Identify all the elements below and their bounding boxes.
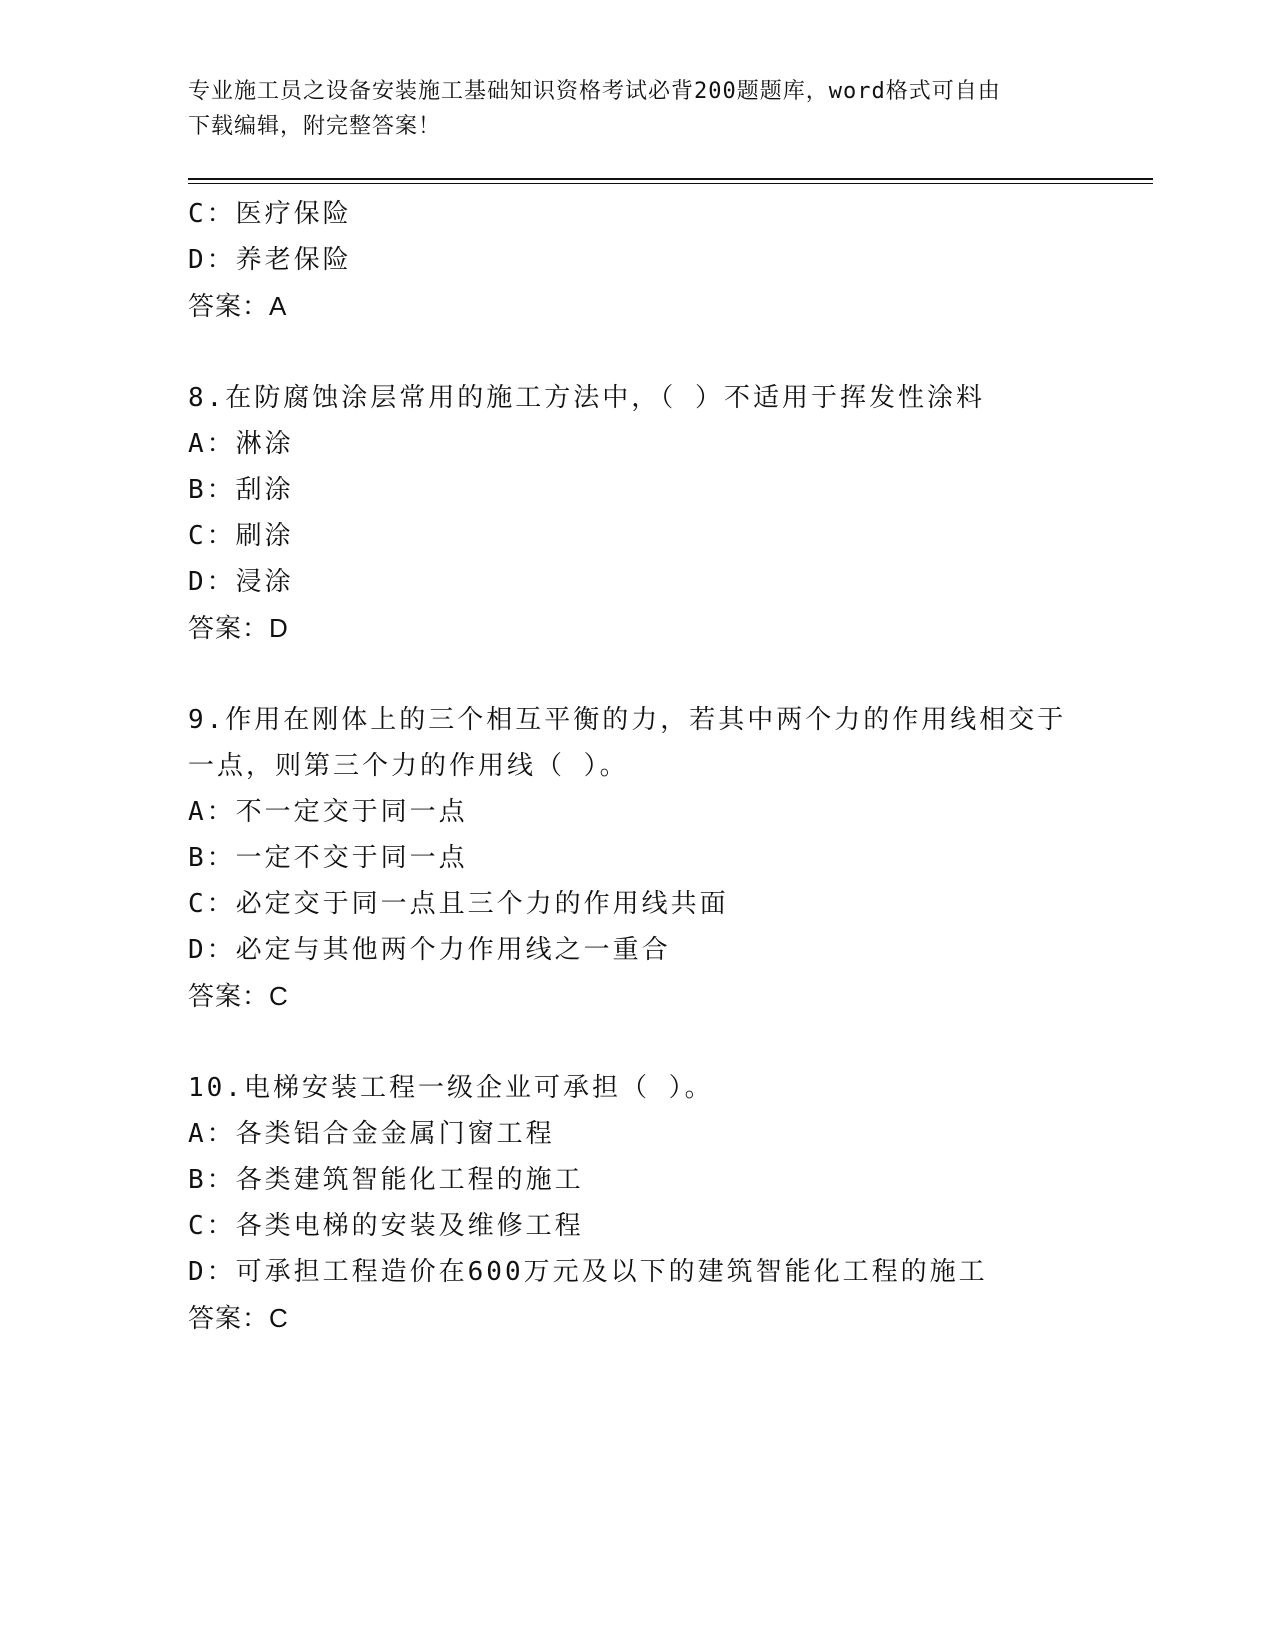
question-10 (188, 1065, 1088, 1341)
document-header (188, 74, 1078, 144)
option-b: B：一定不交于同一点 (188, 843, 468, 873)
question-8 (188, 375, 1088, 651)
header-line-1: 专业施工员之设备安装施工基础知识资格考试必背200题题库，word格式可自由 (188, 79, 1001, 104)
option-d: D：养老保险 (188, 245, 352, 275)
header-divider-bottom (188, 183, 1153, 184)
option-a: A：各类铝合金金属门窗工程 (188, 1119, 555, 1149)
spacer (188, 329, 1088, 375)
answer-line: 答案：A (188, 291, 288, 321)
spacer (188, 1019, 1088, 1065)
answer-line: 答案：C (188, 981, 289, 1011)
option-b: B：各类建筑智能化工程的施工 (188, 1165, 584, 1195)
option-c: C：刷涂 (188, 521, 294, 551)
question-stem-continued: 一点，则第三个力的作用线（ ）。 (188, 751, 629, 781)
previous-question-tail (188, 191, 1088, 329)
question-stem: 9.作用在刚体上的三个相互平衡的力，若其中两个力的作用线相交于 (188, 705, 1067, 735)
question-stem: 8.在防腐蚀涂层常用的施工方法中，（ ）不适用于挥发性涂料 (188, 383, 985, 413)
option-a: A：不一定交于同一点 (188, 797, 468, 827)
answer-line: 答案：C (188, 1303, 289, 1333)
answer-line: 答案：D (188, 613, 289, 643)
question-stem: 10.电梯安装工程一级企业可承担（ ）。 (188, 1073, 714, 1103)
header-line-2: 下载编辑，附完整答案！ (188, 114, 442, 139)
option-d: D：可承担工程造价在600万元及以下的建筑智能化工程的施工 (188, 1257, 988, 1287)
option-b: B：刮涂 (188, 475, 294, 505)
option-d: D：必定与其他两个力作用线之一重合 (188, 935, 671, 965)
option-c: C：医疗保险 (188, 199, 352, 229)
question-9 (188, 697, 1088, 1019)
option-c: C：必定交于同一点且三个力的作用线共面 (188, 889, 729, 919)
spacer (188, 651, 1088, 697)
option-c: C：各类电梯的安装及维修工程 (188, 1211, 584, 1241)
option-a: A：淋涂 (188, 429, 294, 459)
question-list (188, 191, 1088, 1341)
option-d: D：浸涂 (188, 567, 294, 597)
header-divider-top (188, 178, 1153, 180)
